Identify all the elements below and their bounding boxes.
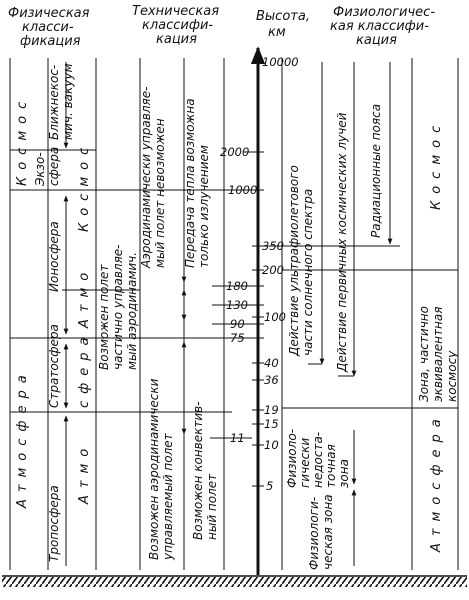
label-partial-aero-line-2: частично управляе- [111, 244, 125, 370]
technical-column [97, 87, 219, 561]
tick-label-200: 200 [262, 263, 284, 277]
label-partial-equiv-line-1: Зона, частично [417, 306, 431, 402]
label-partial-aero-line-3: мый аэродинамич. [125, 251, 139, 370]
label-heat-radiation-line-2: только излучением [197, 145, 211, 268]
label-atmosphere-right: Атмосфера [429, 412, 444, 552]
label-vacuum-line-2: мич. вакуум [61, 63, 75, 140]
label-kosmos-inner: Космос [77, 140, 92, 232]
label-deficient-zone-line-4: точная [324, 444, 338, 488]
label-exosphere-line-2: сфера [47, 146, 61, 186]
label-sphere-inner: сфера [77, 330, 92, 408]
label-convective-line-2: ный полет [205, 473, 219, 540]
label-atmosphere-inner-2: Атмо [77, 441, 92, 504]
tick-label-36: 36 [264, 373, 279, 387]
altitude-ticks [210, 62, 264, 486]
label-deficient-zone-line-1: Физиоло- [285, 429, 299, 488]
label-ionosphere: Ионосфера [47, 221, 61, 292]
label-atmosphere-outer: Атмосфера [15, 368, 30, 508]
header-physiological-line-3: кация [356, 33, 397, 48]
label-cosmic-rays: Действие первичных космических лучей [335, 112, 349, 372]
altitude-axis [210, 48, 299, 575]
tick-label-11: 11 [230, 431, 245, 445]
label-deficient-zone-line-2: гически [298, 437, 312, 488]
label-uv-action-line-2: части солнечного спектра [301, 188, 315, 356]
header-physiological [330, 5, 435, 48]
label-radiation-belts: Радиационные пояса [369, 103, 383, 238]
tick-label-10000: 10000 [262, 55, 299, 69]
header-physiological-line-2: кая классифи- [330, 19, 429, 34]
header-technical-line-1: Техническая [132, 4, 220, 19]
header-physical-line-1: Физическая [8, 6, 90, 21]
tick-label-19: 19 [264, 403, 279, 417]
tick-label-180: 180 [226, 279, 248, 293]
tick-label-10: 10 [264, 438, 279, 452]
label-convective-line-1: Возможен конвектив- [191, 401, 205, 540]
label-uv-action-line-1: Действие ультрафиолетового [287, 165, 301, 356]
label-atmosphere-inner-1: Атмо [77, 265, 92, 328]
header-physical-line-2: класси- [22, 20, 74, 35]
tick-label-15: 15 [264, 417, 279, 431]
label-possible-aero-line-1: Возможен аэродинамически [147, 378, 161, 560]
ground [2, 576, 467, 587]
label-heat-radiation-line-1: Передача тепла возможна [183, 98, 197, 268]
label-physio-zone-line-2: ческая зона [321, 494, 335, 570]
tick-label-130: 130 [226, 298, 248, 312]
label-deficient-zone-line-3: недоста- [311, 431, 325, 488]
label-kosmos-right: Космос [429, 118, 444, 210]
label-vacuum-line-1: Ближнекос- [47, 64, 61, 140]
label-aero-impossible-line-2: мый полет невозможен [153, 118, 167, 268]
physical-column [15, 64, 92, 563]
label-kosmos-outer: Космос [15, 94, 30, 186]
tick-label-2000: 2000 [220, 145, 250, 159]
header-technical-line-3: кация [156, 32, 197, 47]
label-physio-zone-line-1: Физиологи- [307, 496, 321, 570]
header-altitude-line-2: км [268, 25, 286, 40]
tick-label-5: 5 [266, 479, 274, 493]
physiological-column [285, 104, 459, 570]
label-stratosphere: Стратосфера [47, 324, 61, 408]
label-deficient-zone-line-5: зона [337, 459, 351, 488]
header-altitude [256, 9, 310, 40]
tick-label-350: 350 [262, 239, 284, 253]
header-technical-line-2: классифи- [142, 18, 214, 33]
header-physiological-line-1: Физиологичес- [333, 5, 436, 20]
header-altitude-line-1: Высота, [256, 9, 310, 24]
label-aero-impossible-line-1: Аэродинамически управляе- [139, 86, 153, 268]
header-physical-line-3: фикация [20, 34, 81, 49]
header-technical [132, 4, 219, 47]
label-partial-equiv-line-2: эквивалентная [431, 306, 445, 402]
tick-label-40: 40 [264, 356, 279, 370]
label-partial-aero-line-1: Возможен полет [97, 264, 111, 370]
label-troposphere: Тропосфера [47, 485, 61, 562]
header-physical [8, 6, 90, 49]
label-exosphere-line-1: Экзо- [33, 152, 47, 186]
tick-label-100: 100 [264, 310, 286, 324]
tick-label-75: 75 [230, 331, 245, 345]
tick-label-90: 90 [230, 317, 245, 331]
label-possible-aero-line-2: управляемый полет [161, 433, 175, 560]
tick-label-1000: 1000 [228, 183, 258, 197]
label-partial-equiv-line-3: космосу [445, 350, 459, 402]
